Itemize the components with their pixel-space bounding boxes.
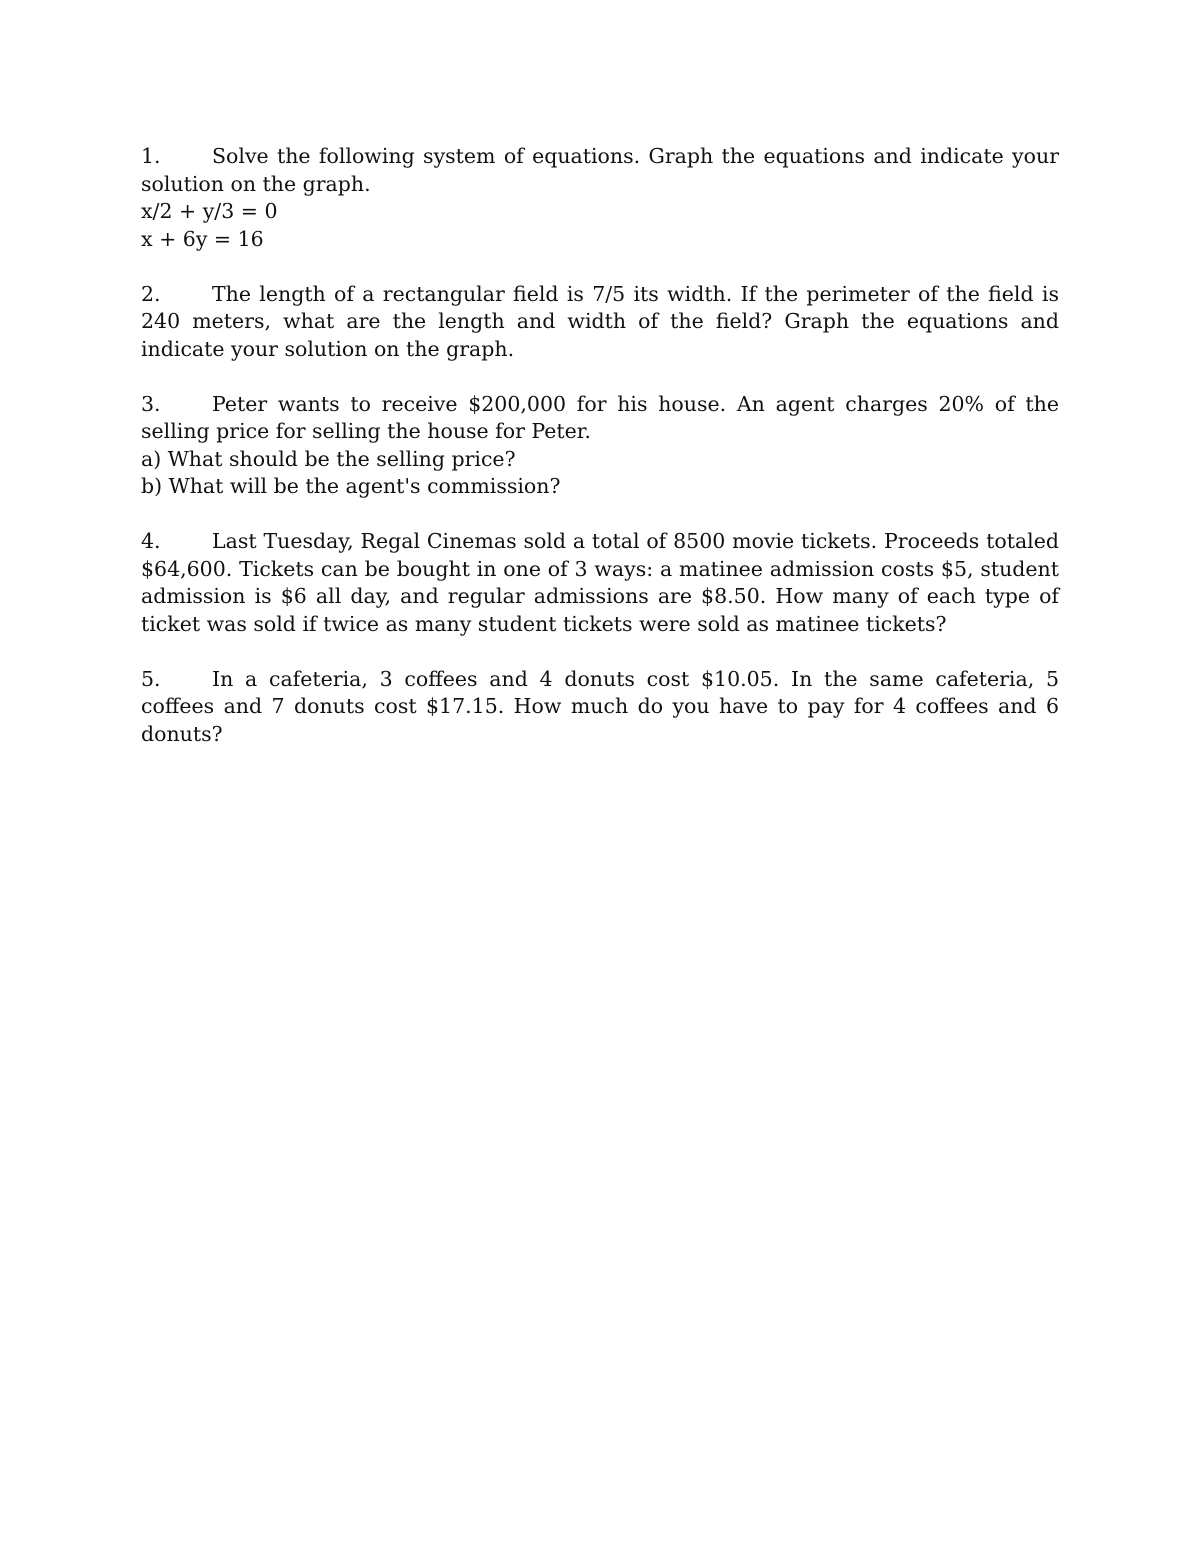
problem-1 — [141, 143, 1059, 253]
problem-statement: The length of a rectangular field is 7/5 its width. If the perimeter of the field is 240 meters, what are the length and width of the field? Graph the equations and indicate your solution on the graph. — [141, 281, 1059, 361]
problem-number: 3. — [141, 391, 161, 416]
problem-4 — [141, 528, 1059, 638]
problem-statement: Peter wants to receive $200,000 for his house. An agent charges 20% of the selling price for selling the house for Peter. — [141, 391, 1059, 443]
problem-statement: In a cafeteria, 3 coffees and 4 donuts cost $10.05. In the same cafeteria, 5 coffees and 7 donuts cost $17.15. How much do you have to pay for 4 coffees and 6 donuts? — [141, 666, 1059, 746]
problem-number: 5. — [141, 666, 161, 691]
problem-text — [141, 143, 1059, 198]
equation-line: x/2 + y/3 = 0 — [141, 199, 278, 223]
problem-number: 1. — [141, 144, 161, 168]
problem-text — [141, 281, 1059, 364]
problem-3 — [141, 391, 1059, 501]
equation-line: x + 6y = 16 — [141, 226, 264, 251]
problem-2 — [141, 281, 1059, 364]
sub-question: a) What should be the selling price? — [141, 446, 516, 471]
document-page — [141, 143, 1059, 776]
problem-5 — [141, 666, 1059, 749]
problem-statement: Last Tuesday, Regal Cinemas sold a total of 8500 movie tickets. Proceeds totaled $64,600. Tickets can be bought in one of 3 ways: a matinee admission costs $5, student admission is $6 all day, and regular admissions are $8.50. How many of each type of ticket was sold if twice as many student tickets were sold as matinee tickets? — [141, 529, 1059, 636]
problem-text — [141, 528, 1059, 638]
problem-statement: Solve the following system of equations. Graph the equations and indicate your solution on the graph. — [141, 144, 1059, 196]
problem-number: 2. — [141, 281, 161, 306]
problem-text — [141, 391, 1059, 446]
problem-text — [141, 666, 1059, 749]
problem-number: 4. — [141, 529, 161, 553]
sub-question: b) What will be the agent's commission? — [141, 474, 561, 498]
